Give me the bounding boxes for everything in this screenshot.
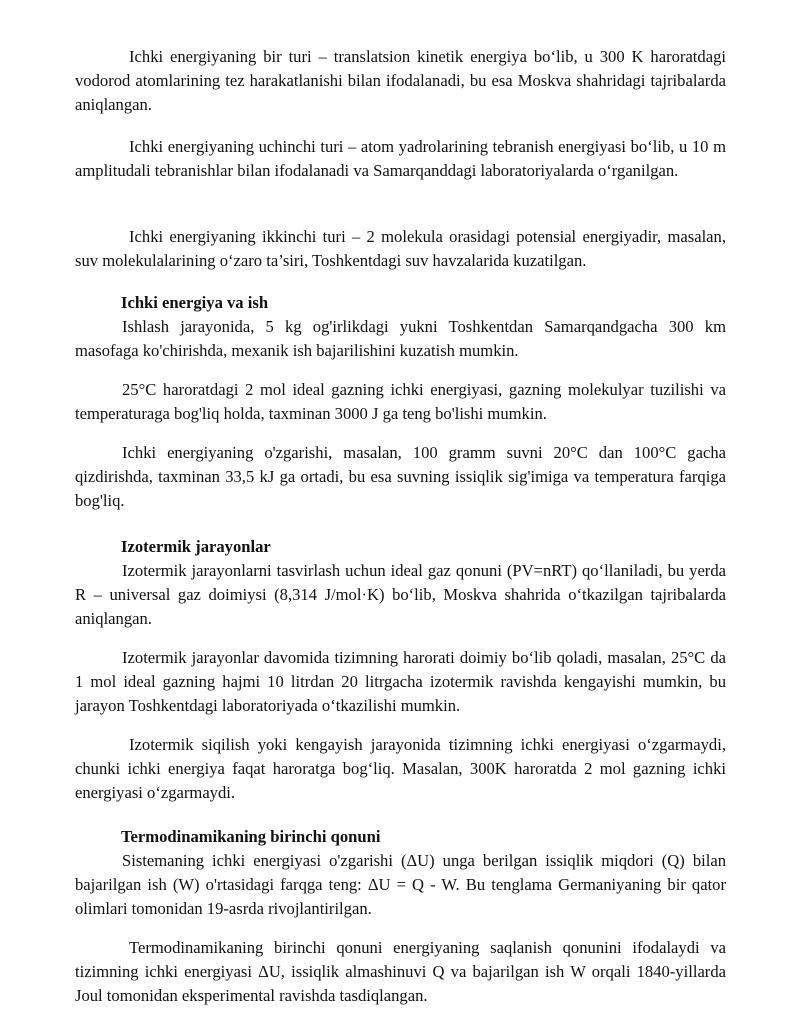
paragraph-isothermal-compression: Izotermik siqilish yoki kengayish jarayonida tizimning ichki energiyasi o‘zgarmaydi, chunki ichki energiya faqat haroratga bog‘liq. Masalan, 300K haroratda 2 mol gazning ichki energiyasi o‘zgarmaydi. bbox=[75, 735, 726, 802]
paragraph-potential-energy: Ichki energiyaning ikkinchi turi – 2 molekula orasidagi potensial energiyadir, masalan, suv molekulalarining o‘zaro ta’siri, Toshkentdagi suv havzalarida kuzatilgan. bbox=[75, 227, 726, 270]
heading-isothermal-processes: Izotermik jarayonlar bbox=[121, 537, 271, 556]
paragraph-mechanical-work: Ishlash jarayonida, 5 kg og'irlikdagi yukni Toshkentdan Samarqandgacha 300 km masofaga ko'chirishda, mexanik ish bajarilishini kuzatish mumkin. bbox=[75, 317, 726, 360]
paragraph-translational-energy: Ichki energiyaning bir turi – translatsion kinetik energiya bo‘lib, u 300 K haroratdagi vodorod atomlarining tez harakatlanishi bilan ifodalanadi, bu esa Moskva shahridagi tajribalarda aniqlangan. bbox=[75, 47, 726, 114]
paragraph-energy-conservation: Termodinamikaning birinchi qonuni energiyaning saqlanish qonunini ifodalaydi va tizimning ichki energiyasi ΔU, issiqlik almashinuvi Q va bajarilgan ish W orqali 1840-yillarda Joul tomonidan eksperimental ravishda tasdiqlangan. bbox=[75, 938, 726, 1005]
paragraph-nuclear-vibration-energy: Ichki energiyaning uchinchi turi – atom yadrolarining tebranish energiyasi bo‘lib, u 10 m amplitudali tebranishlar bilan ifodalanadi va Samarqanddagi laboratoriyalarda o‘rganilgan. bbox=[75, 137, 726, 180]
heading-internal-energy-and-work: Ichki energiya va ish bbox=[121, 293, 269, 312]
paragraph-isothermal-expansion: Izotermik jarayonlar davomida tizimning harorati doimiy bo‘lib qoladi, masalan, 25°C da 1 mol ideal gazning hajmi 10 litrdan 20 litrgacha izotermik ravishda kengayishi mumkin, bu jarayon Toshkentdagi laboratoriyada o‘tkazilishi mumkin. bbox=[75, 648, 726, 715]
heading-first-law-thermodynamics: Termodinamikaning birinchi qonuni bbox=[121, 827, 381, 846]
paragraph-ideal-gas-energy: 25°C haroratdagi 2 mol ideal gazning ichki energiyasi, gazning molekulyar tuzilishi va temperaturaga bog'liq holda, taxminan 3000 J ga teng bo'lishi mumkin. bbox=[75, 380, 726, 423]
paragraph-energy-change-water: Ichki energiyaning o'zgarishi, masalan, 100 gramm suvni 20°C dan 100°C gacha qizdirishda, taxminan 33,5 kJ ga ortadi, bu esa suvning issiqlik sig'imiga va temperatura farqiga bog'liq. bbox=[75, 443, 726, 510]
paragraph-ideal-gas-law: Izotermik jarayonlarni tasvirlash uchun ideal gaz qonuni (PV=nRT) qo‘llaniladi, bu yerda R – universal gaz doimiysi (8,314 J/mol·K) bo‘lib, Moskva shahrida o‘tkazilgan tajribalarda aniqlangan. bbox=[75, 561, 726, 628]
paragraph-first-law-equation: Sistemaning ichki energiyasi o'zgarishi (ΔU) unga berilgan issiqlik miqdori (Q) bilan bajarilgan ish (W) o'rtasidagi farqga teng: ΔU = Q - W. Bu tenglama Germaniyaning bir qator olimlari tomonidan 19-asrda rivojlantirilgan. bbox=[75, 851, 726, 918]
